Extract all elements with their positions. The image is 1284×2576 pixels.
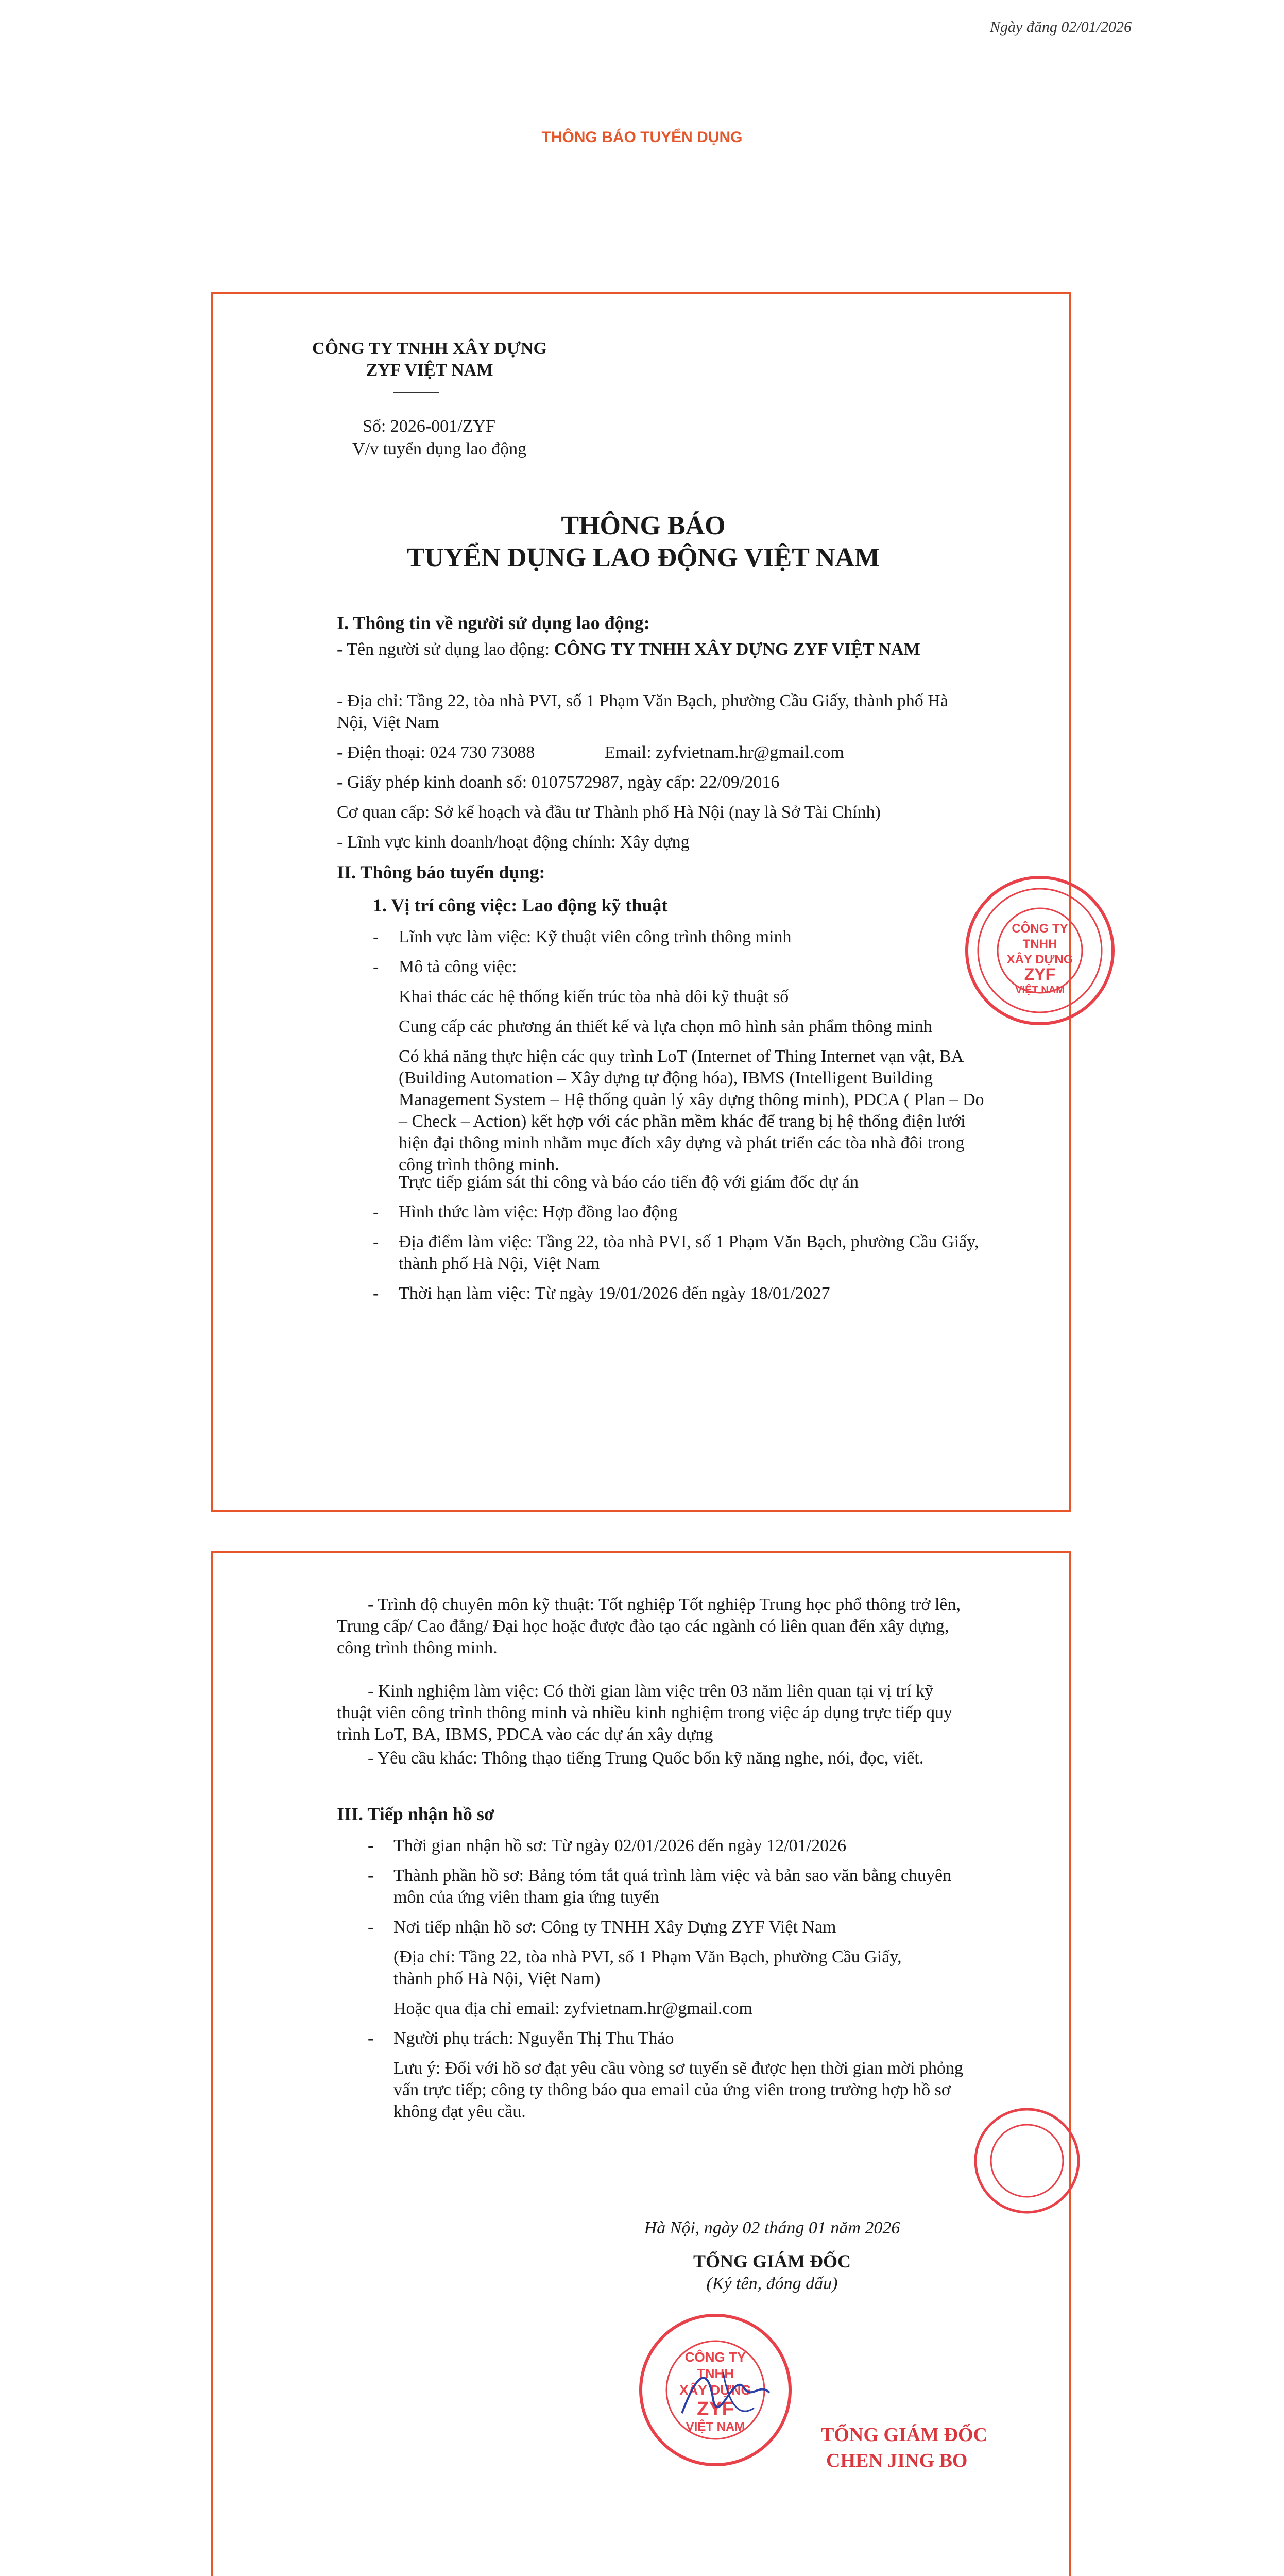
- seal-main-line-3: XÂY DỰNG: [679, 2382, 751, 2398]
- sign-note: (Ký tên, đóng dấu): [706, 2274, 838, 2293]
- stamp-title: TỔNG GIÁM ĐỐC: [821, 2424, 987, 2446]
- section-3-heading: III. Tiếp nhận hồ sơ: [337, 1804, 494, 1824]
- signer-title: TỔNG GIÁM ĐỐC: [693, 2251, 851, 2272]
- job-desc-1: Khai thác các hệ thống kiến trúc tòa nhà dôi kỹ thuật số: [399, 987, 789, 1006]
- receiver-email: Hoặc qua địa chỉ email: zyfvietnam.hr@gmail.com: [393, 1999, 752, 2018]
- document-page-1: CÔNG TY TNHH XÂY DỰNG ZYF VIỆT NAM Số: 2026-001/ZYF V/v tuyển dụng lao động THÔNG BÁO TUYỂN DỤNG LAO ĐỘNG VIỆT NAM I. Thông tin về người sử dụng lao động: - Tên người sử dụng lao động: CÔNG TY TNHH XÂY DỰNG ZYF VIỆT NAM - Địa chỉ: Tầng 22, tòa nhà PVI, số 1 Phạm Văn Bạch, phường Cầu Giấy, thành phố Hà Nội, Việt Nam - Điện thoại: 024 730 73088 Email: zyfvietnam.hr@gmail.com - Giấy phép kinh doanh số: 0107572987, ngày cấp: 22/09/2016 Cơ quan cấp: Sở kế hoạch và đầu tư Thành phố Hà Nội (nay là Sở Tài Chính) - Lĩnh vực kinh doanh/hoạt động chính: Xây dựng II. Thông báo tuyển dụng: 1. Vị trí công việc: Lao động kỹ thuật - Lĩnh vực làm việc: Kỹ thuật viên công trình thông minh - Mô tả công việc: Khai thác các hệ thống kiến trúc tòa nhà dôi kỹ thuật số Cung cấp các phương án thiết kế và lựa chọn mô hình sản phẩm thông minh Có khả năng thực hiện các quy trình LoT (Internet of Thing Internet vạn vật, BA (Building Automation – Xây dựng tự động hóa), IBMS (Intelligent Building Management System – Hệ thống quản lý xây dựng thông minh), PDCA ( Plan – Do – Check – Action) kết hợp với các phần mềm khác để trang bị hệ thống điện lưới hiện đại thông minh nhằm mục đích xây dựng và phát triển các tòa nhà đôi trong công trình thông minh. Trực tiếp giám sát thi công và báo cáo tiến độ với giám đốc dự án - Hình thức làm việc: Hợp đồng lao động - Địa điểm làm việc: Tầng 22, tòa nhà PVI, số 1 Phạm Văn Bạch, phường Cầu Giấy, thành phố Hà Nội, Việt Nam - Thời hạn làm việc: Từ ngày 19/01/2026 đến ngày 18/01/2027 CÔNG TY TNHH XÂY DỰNG ZYF VIỆT NAM: [211, 292, 1071, 1512]
- section-2-heading: II. Thông báo tuyển dụng:: [337, 862, 545, 883]
- employer-address: - Địa chỉ: Tầng 22, tòa nhà PVI, số 1 Phạm Văn Bạch, phường Cầu Giấy, thành phố Hà Nội, Việt Nam: [337, 691, 948, 732]
- company-seal-partial-2: [965, 2099, 1089, 2223]
- receiver: Nơi tiếp nhận hồ sơ: Công ty TNHH Xây Dựng ZYF Việt Nam: [393, 1918, 836, 1937]
- doc-title: [213, 510, 1073, 574]
- company-divider: [393, 392, 439, 393]
- seal-main-line-5: VIỆT NAM: [686, 2420, 745, 2434]
- seal-main-line-4: ZYF: [697, 2398, 734, 2420]
- note: Lưu ý: Đối với hồ sơ đạt yêu cầu vòng sơ tuyển sẽ được hẹn thời gian mời phỏng vấn trực tiếp; công ty thông báo qua email của ứng viên trong trường hợp hồ sơ không đạt yêu cầu.: [393, 2059, 964, 2121]
- company-line-2: ZYF VIỆT NAM: [366, 361, 493, 380]
- seal-line-4: ZYF: [1024, 965, 1056, 984]
- business-license: - Giấy phép kinh doanh số: 0107572987, ngày cấp: 22/09/2016: [337, 773, 780, 792]
- work-form: Hình thức làm việc: Hợp đồng lao động: [399, 1202, 678, 1222]
- seal-line-2: TNHH: [1022, 937, 1057, 951]
- doc-number: Số: 2026-001/ZYF: [363, 417, 495, 436]
- work-field: Lĩnh vực làm việc: Kỹ thuật viên công trình thông minh: [399, 927, 792, 946]
- doc-title-line-2: TUYỂN DỤNG LAO ĐỘNG VIỆT NAM: [406, 543, 880, 572]
- employer-phone: - Điện thoại: 024 730 73088: [337, 743, 535, 762]
- job-description-label: Mô tả công việc:: [399, 957, 517, 976]
- position-heading: 1. Vị trí công việc: Lao động kỹ thuật: [373, 895, 668, 916]
- company-header: [311, 338, 548, 381]
- employer-label: - Tên người sử dụng lao động:: [337, 640, 554, 659]
- document-page-2: - Trình độ chuyên môn kỹ thuật: Tốt nghiệp Tốt nghiệp Trung học phổ thông trở lên, Trung cấp/ Cao đẳng/ Đại học hoặc được đào tạo các ngành có liên quan đến xây dựng, công trình thông minh. - Kinh nghiệm làm việc: Có thời gian làm việc trên 03 năm liên quan tại vị trí kỹ thuật viên công trình thông minh và nhiều kinh nghiệm trong việc áp dụng trực tiếp quy trình LoT, BA, IBMS, PDCA vào các dự án xây dựng - Yêu cầu khác: Thông thạo tiếng Trung Quốc bốn kỹ năng nghe, nói, đọc, viết. III. Tiếp nhận hồ sơ - Thời gian nhận hồ sơ: Từ ngày 02/01/2026 đến ngày 12/01/2026 - Thành phần hồ sơ: Bảng tóm tắt quá trình làm việc và bản sao văn bằng chuyên môn của ứng viên tham gia ứng tuyển - Nơi tiếp nhận hồ sơ: Công ty TNHH Xây Dựng ZYF Việt Nam (Địa chỉ: Tầng 22, tòa nhà PVI, số 1 Phạm Văn Bạch, phường Cầu Giấy, thành phố Hà Nội, Việt Nam) Hoặc qua địa chỉ email: zyfvietnam.hr@gmail.com - Người phụ trách: Nguyễn Thị Thu Thảo Lưu ý: Đối với hồ sơ đạt yêu cầu vòng sơ tuyển sẽ được hẹn thời gian mời phỏng vấn trực tiếp; công ty thông báo qua email của ứng viên trong trường hợp hồ sơ không đạt yêu cầu. Hà Nội, ngày 02 tháng 01 năm 2026 TỔNG GIÁM ĐỐC (Ký tên, đóng dấu) CÔNG TY TNHH XÂY DỰNG ZYF VIỆT NAM TỔNG GIÁM ĐỐC CHEN JING BO: [211, 1551, 1071, 2576]
- company-line-1: CÔNG TY TNHH XÂY DỰNG: [312, 339, 547, 358]
- company-seal-partial: [965, 876, 1115, 1025]
- employer-line: [337, 639, 981, 660]
- seal-line-1: CÔNG TY: [1012, 922, 1068, 936]
- qualification: - Trình độ chuyên môn kỹ thuật: Tốt nghiệp Tốt nghiệp Trung học phổ thông trở lên, Trung cấp/ Cao đẳng/ Đại học hoặc được đào tạo các ngành có liên quan đến xây dựng, công trình thông minh.: [337, 1595, 961, 1657]
- seal-line-5: VIỆT NAM: [1015, 985, 1065, 996]
- company-seal: [636, 2310, 795, 2470]
- receive-time: Thời gian nhận hồ sơ: Từ ngày 02/01/2026 đến ngày 12/01/2026: [393, 1836, 847, 1855]
- post-date: Ngày đăng 02/01/2026: [990, 19, 1132, 36]
- seal-main-line-1: CÔNG TY: [684, 2349, 746, 2365]
- banner-title: THÔNG BÁO TUYỂN DỤNG: [541, 129, 743, 146]
- business-field: - Lĩnh vực kinh doanh/hoạt động chính: Xây dựng: [337, 833, 690, 852]
- license-authority: Cơ quan cấp: Sở kế hoạch và đầu tư Thành phố Hà Nội (nay là Sở Tài Chính): [337, 803, 881, 822]
- experience: - Kinh nghiệm làm việc: Có thời gian làm việc trên 03 năm liên quan tại vị trí kỹ thuật viên công trình thông minh và nhiều kinh nghiệm trong việc áp dụng trực tiếp quy trình LoT, BA, IBMS, PDCA vào các dự án xây dựng: [337, 1682, 952, 1744]
- seal-main-line-2: TNHH: [696, 2366, 734, 2381]
- other-requirements: - Yêu cầu khác: Thông thạo tiếng Trung Quốc bốn kỹ năng nghe, nói, đọc, viết.: [368, 1749, 924, 1768]
- doc-title-line-1: THÔNG BÁO: [561, 511, 726, 540]
- work-term: Thời hạn làm việc: Từ ngày 19/01/2026 đến ngày 18/01/2027: [399, 1284, 830, 1303]
- employer-email: Email: zyfvietnam.hr@gmail.com: [605, 743, 844, 762]
- seal-line-3: XÂY DỰNG: [1006, 953, 1073, 967]
- job-desc-4: Trực tiếp giám sát thi công và báo cáo tiến độ với giám đốc dự án: [399, 1173, 859, 1192]
- employer-name: CÔNG TY TNHH XÂY DỰNG ZYF VIỆT NAM: [554, 640, 920, 659]
- stamp-name: CHEN JING BO: [826, 2450, 968, 2471]
- application-components: Thành phần hồ sơ: Bảng tóm tắt quá trình làm việc và bản sao văn bằng chuyên môn của ứng viên tham gia ứng tuyển: [393, 1866, 952, 1907]
- work-location: Địa điểm làm việc: Tầng 22, tòa nhà PVI, số 1 Phạm Văn Bạch, phường Cầu Giấy, thành phố Hà Nội, Việt Nam: [399, 1232, 979, 1273]
- job-desc-3: Có khả năng thực hiện các quy trình LoT (Internet of Thing Internet vạn vật, BA (Building Automation – Xây dựng tự động hóa), IBMS (Intelligent Building Management System – Hệ thống quản lý xây dựng thông minh), PDCA ( Plan – Do – Check – Action) kết hợp với các phần mềm khác để trang bị hệ thống điện lưới hiện đại thông minh nhằm mục đích xây dựng và phát triển các tòa nhà đôi trong công trình thông minh.: [399, 1047, 984, 1174]
- person-in-charge: Người phụ trách: Nguyễn Thị Thu Thảo: [393, 2029, 674, 2048]
- doc-subject: V/v tuyển dụng lao động: [352, 439, 527, 459]
- place-date: Hà Nội, ngày 02 tháng 01 năm 2026: [644, 2218, 900, 2238]
- job-desc-2: Cung cấp các phương án thiết kế và lựa chọn mô hình sản phẩm thông minh: [399, 1017, 932, 1036]
- receiver-address: (Địa chỉ: Tầng 22, tòa nhà PVI, số 1 Phạm Văn Bạch, phường Cầu Giấy, thành phố Hà Nội, Việt Nam): [393, 1947, 902, 1988]
- section-1-heading: I. Thông tin về người sử dụng lao động:: [337, 613, 650, 633]
